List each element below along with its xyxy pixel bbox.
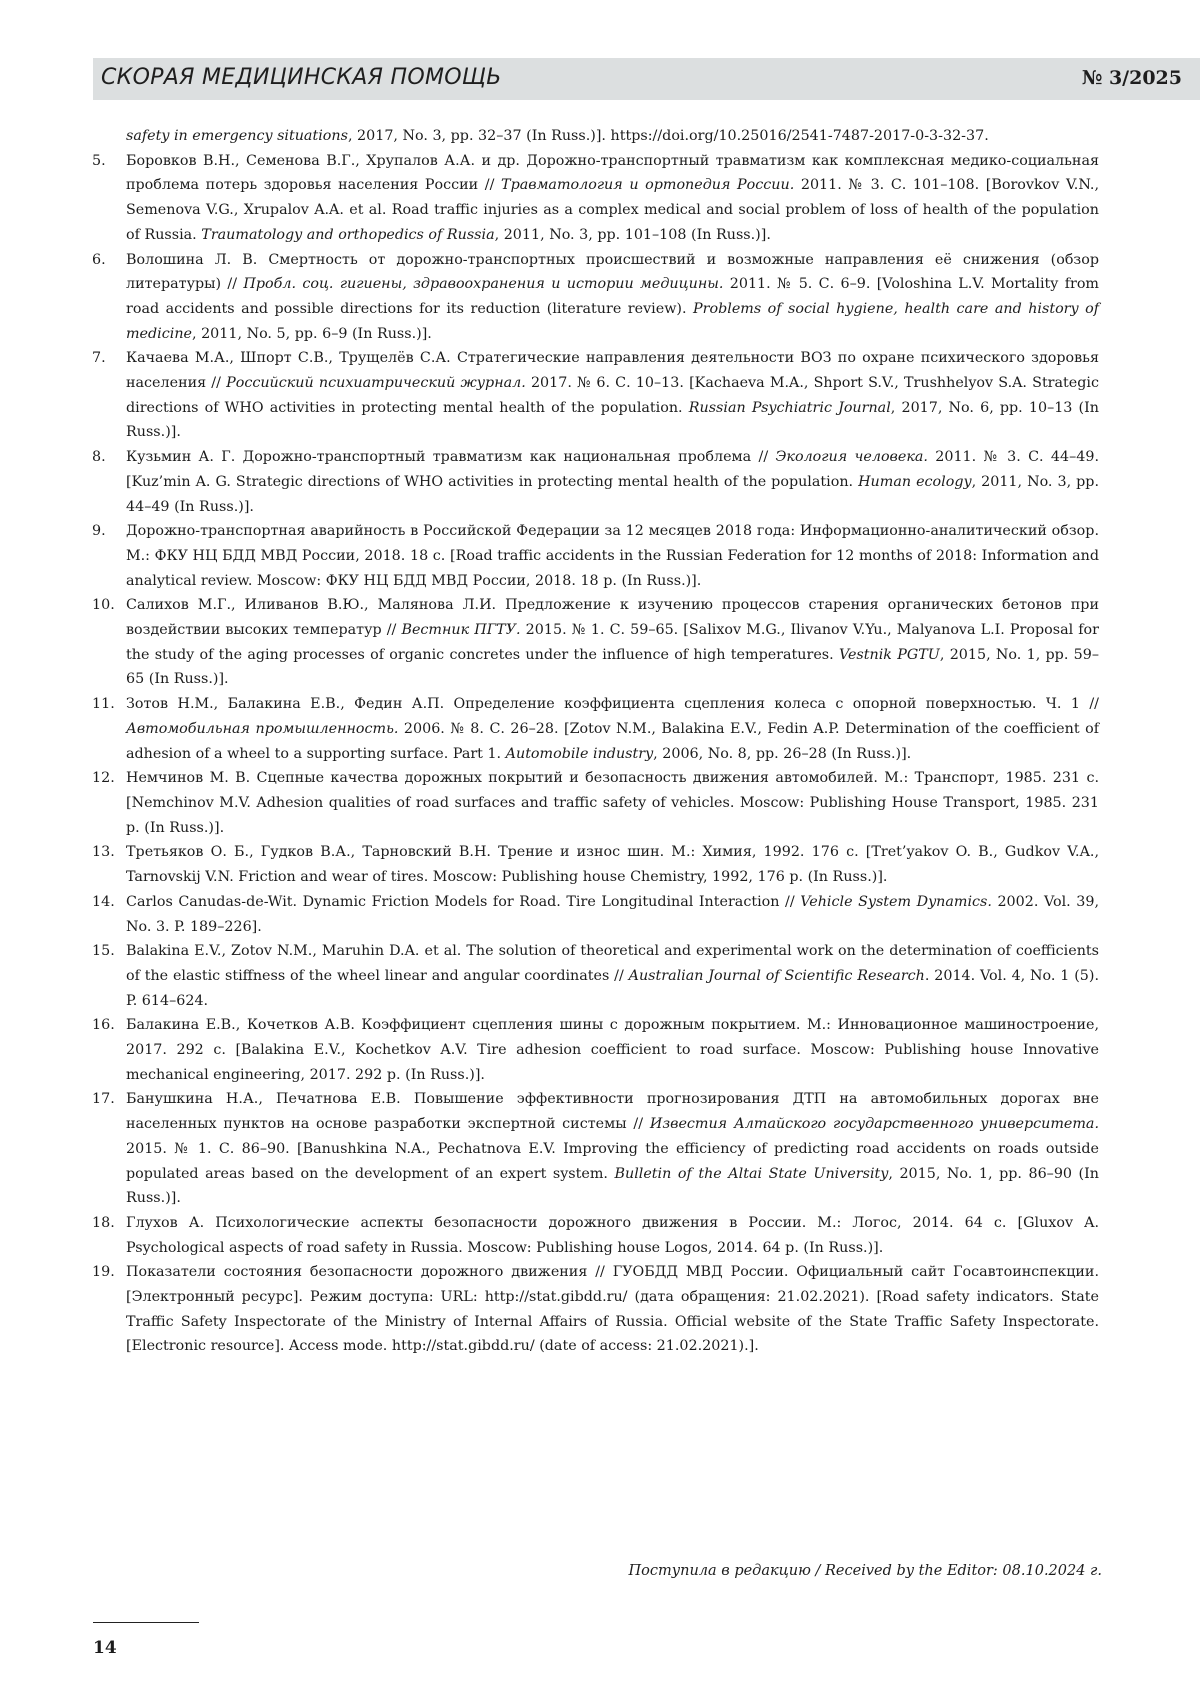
reference-text: Качаева М.А., Шпорт С.В., Трущелёв С.А. Стратегические направления деятельности ВОЗ по охране психического здоровья населения // — [126, 350, 1099, 391]
reference-text: 2011. № 3. С. 44–49. [Kuz’min A. G. Strategic directions of WHO activities in protecting mental health of the population. — [126, 449, 1099, 490]
reference-text: Немчинов М. В. Сцепные качества дорожных покрытий и безопасность движения автомобилей. М.: Транспорт, 1985. 231 с. [Nemchinov M.V. Adhesion qualities of road surfaces and traffic safety of vehicles. Moscow: Publishing House Transport, 1985. 231 p. (In Russ.)]. — [126, 770, 1099, 835]
reference-item — [92, 1013, 1099, 1087]
issue-number: № 3/2025 — [1082, 67, 1182, 89]
reference-text: 2011. № 5. С. 6–9. [Voloshina L.V. Mortality from road accidents and possible directions for its reduction (literature review). — [126, 276, 1099, 317]
reference-text: , 2006, No. 8, pp. 26–28 (In Russ.)]. — [653, 746, 911, 762]
reference-item — [92, 593, 1099, 692]
reference-text: , 2011, No. 5, pp. 6–9 (In Russ.)]. — [192, 326, 432, 342]
reference-item — [92, 890, 1099, 939]
reference-source-title: safety in emergency situations — [126, 128, 348, 144]
reference-text: Салихов М.Г., Иливанов В.Ю., Малянова Л.И. Предложение к изучению процессов старения органических бетонов при воздействии высоких температур // — [126, 597, 1099, 638]
reference-number: 19. — [92, 1260, 115, 1285]
reference-text: , 2011, No. 3, pp. 101–108 (In Russ.)]. — [495, 227, 771, 243]
reference-text: Банушкина Н.А., Печатнова Е.В. Повышение эффективности прогнозирования ДТП на автомобильных дорогах вне населенных пунктов на основе разработки экспертной системы // — [126, 1091, 1099, 1132]
reference-number: 13. — [92, 840, 115, 865]
reference-text: Волошина Л. В. Смертность от дорожно-транспортных происшествий и возможные направления её снижения (обзор литературы) // — [126, 252, 1099, 293]
reference-text: Кузьмин А. Г. Дорожно-транспортный травматизм как национальная проблема // — [126, 449, 775, 465]
reference-source-title: Automobile industry — [506, 746, 654, 762]
reference-source-title: Vehicle System Dynamics. — [800, 894, 992, 910]
reference-item — [92, 1260, 1099, 1359]
reference-source-title: Травматология и ортопедия России. — [501, 177, 794, 193]
reference-number: 17. — [92, 1087, 115, 1112]
reference-source-title: Traumatology and orthopedics of Russia — [201, 227, 494, 243]
reference-number: 12. — [92, 766, 115, 791]
reference-number: 9. — [92, 519, 106, 544]
footer-divider — [93, 1622, 199, 1623]
reference-source-title: Bulletin of the Altai State University — [614, 1166, 888, 1182]
reference-list — [92, 124, 1099, 1359]
reference-source-title: Российский психиатрический журнал. — [226, 375, 526, 391]
reference-number: 6. — [92, 248, 106, 273]
reference-source-title: Human ecology — [858, 474, 971, 490]
reference-source-title: Vestnik PGTU — [839, 647, 940, 663]
reference-text: Боровков В.Н., Семенова В.Г., Хрупалов А.А. и др. Дорожно-транспортный травматизм как комплексная медико-социальная проблема потерь здоровья населения России // — [126, 153, 1099, 194]
reference-text: 2006. № 8. С. 26–28. [Zotov N.M., Balakina E.V., Fedin A.P. Determination of the coefficient of adhesion of a wheel to a supporting surface. Part 1. — [126, 721, 1099, 762]
page-number: 14 — [93, 1638, 117, 1658]
reference-item — [92, 1211, 1099, 1260]
reference-text: 2002. Vol. 39, No. 3. P. 189–226]. — [126, 894, 1099, 935]
reference-text: , 2017, No. 6, pp. 10–13 (In Russ.)]. — [126, 400, 1099, 441]
reference-number: 14. — [92, 890, 115, 915]
reference-source-title: Russian Psychiatric Journal — [689, 400, 891, 416]
reference-item — [92, 939, 1099, 1013]
reference-text: 2011. № 3. С. 101–108. [Borovkov V.N., Semenova V.G., Xrupalov A.A. et al. Road traffic injuries as a complex medical and social problem of loss of health of the population of Russia. — [126, 177, 1099, 242]
reference-text: Дорожно-транспортная аварийность в Российской Федерации за 12 месяцев 2018 года: Информационно-аналитический обзор. М.: ФКУ НЦ БДД МВД России, 2018. 18 с. [Road traffic accidents in the Russian Federation for 12 months of 2018: Information and analytical review. Moscow: ФКУ НЦ БДД МВД России, 2018. 18 p. (In Russ.)]. — [126, 523, 1099, 588]
reference-text: Balakina E.V., Zotov N.M., Maruhin D.A. et al. The solution of theoretical and experimental work on the determination of coefficients of the elastic stiffness of the wheel linear and angular coordinates // — [126, 943, 1099, 984]
reference-text: . 2014. Vol. 4, No. 1 (5). P. 614–624. — [126, 968, 1099, 1009]
reference-item — [92, 692, 1099, 766]
reference-source-title: Australian Journal of Scientific Research — [629, 968, 925, 984]
reference-text: , 2015, No. 1, pp. 86–90 (In Russ.)]. — [126, 1166, 1099, 1207]
reference-source-title: Автомобильная промышленность. — [126, 721, 398, 737]
reference-number: 7. — [92, 346, 106, 371]
received-date: Поступила в редакцию / Received by the Editor: 08.10.2024 г. — [628, 1563, 1102, 1579]
reference-text: , 2015, No. 1, pp. 59–65 (In Russ.)]. — [126, 647, 1099, 688]
reference-number: 10. — [92, 593, 115, 618]
reference-source-title: Вестник ПГТУ. — [401, 622, 520, 638]
reference-item — [92, 519, 1099, 593]
reference-text: Carlos Canudas-de-Wit. Dynamic Friction Models for Road. Tire Longitudinal Interaction // — [126, 894, 800, 910]
reference-number: 8. — [92, 445, 106, 470]
reference-item — [92, 840, 1099, 889]
journal-title: СКОРАЯ МЕДИЦИНСКАЯ ПОМОЩЬ — [101, 65, 502, 90]
reference-item — [92, 445, 1099, 519]
reference-text: , 2011, No. 3, pp. 44–49 (In Russ.)]. — [126, 474, 1099, 515]
reference-source-title: Экология человека. — [775, 449, 927, 465]
reference-number: 15. — [92, 939, 115, 964]
reference-number: 18. — [92, 1211, 115, 1236]
reference-item — [92, 766, 1099, 840]
reference-text: 2017. № 6. С. 10–13. [Kachaeva M.A., Shport S.V., Trushhelyov S.A. Strategic directions of WHO activities in protecting mental health of the population. — [126, 375, 1099, 416]
reference-source-title: Пробл. соц. гигиены, здравоохранения и истории медицины. — [243, 276, 723, 292]
reference-item — [92, 248, 1099, 347]
reference-text: Глухов А. Психологические аспекты безопасности дорожного движения в России. М.: Логос, 2014. 64 с. [Gluxov A. Psychological aspects of road safety in Russia. Moscow: Publishing house Logos, 2014. 64 p. (In Russ.)]. — [126, 1215, 1099, 1256]
reference-text: Показатели состояния безопасности дорожного движения // ГУОБДД МВД России. Официальный сайт Госавтоинспекции. [Электронный ресурс]. Режим доступа: URL: http://stat.gibdd.ru/ (дата обращения: 21.02.2021). [Road safety indicators. State Traffic Safety Inspectorate of the Ministry of Internal Affairs of Russia. Official website of the State Traffic Safety Inspectorate. [Electronic resource]. Access mode. http://stat.gibdd.ru/ (date of access: 21.02.2021).]. — [126, 1264, 1099, 1354]
reference-text: 2015. № 1. С. 86–90. [Banushkina N.A., Pechatnova E.V. Improving the efficiency of predicting road accidents on roads outside populated areas based on the development of an expert system. — [126, 1141, 1099, 1182]
running-header — [93, 58, 1200, 100]
reference-source-title: Известия Алтайского государственного университета. — [650, 1116, 1099, 1132]
reference-text: Зотов Н.М., Балакина Е.В., Федин А.П. Определение коэффициента сцепления колеса с опорной поверхностью. Ч. 1 // — [126, 696, 1099, 712]
reference-item — [92, 1087, 1099, 1211]
reference-number: 11. — [92, 692, 115, 717]
reference-text: 2015. № 1. С. 59–65. [Salixov M.G., Ilivanov V.Yu., Malyanova L.I. Proposal for the study of the aging processes of organic concretes under the influence of high temperatures. — [126, 622, 1099, 663]
reference-item — [92, 149, 1099, 248]
reference-item — [92, 124, 1099, 149]
reference-source-title: Problems of social hygiene, health care and history of medicine — [126, 301, 1099, 342]
reference-number: 16. — [92, 1013, 115, 1038]
reference-text: Балакина Е.В., Кочетков А.В. Коэффициент сцепления шины с дорожным покрытием. М.: Инновационное машиностроение, 2017. 292 с. [Balakina E.V., Kochetkov A.V. Tire adhesion coefficient to road surface. Moscow: Publishing house Innovative mechanical engineering, 2017. 292 p. (In Russ.)]. — [126, 1017, 1099, 1082]
reference-text: Третьяков О. Б., Гудков В.А., Тарновский В.Н. Трение и износ шин. М.: Химия, 1992. 176 с. [Tret’yakov O. B., Gudkov V.A., Tarnovskij V.N. Friction and wear of tires. Moscow: Publishing house Chemistry, 1992, 176 p. (In Russ.)]. — [126, 844, 1099, 885]
reference-item — [92, 346, 1099, 445]
reference-number: 5. — [92, 149, 106, 174]
reference-text: , 2017, No. 3, pp. 32–37 (In Russ.)]. https://doi.org/10.25016/2541-7487-2017-0-3-32-37. — [348, 128, 989, 144]
